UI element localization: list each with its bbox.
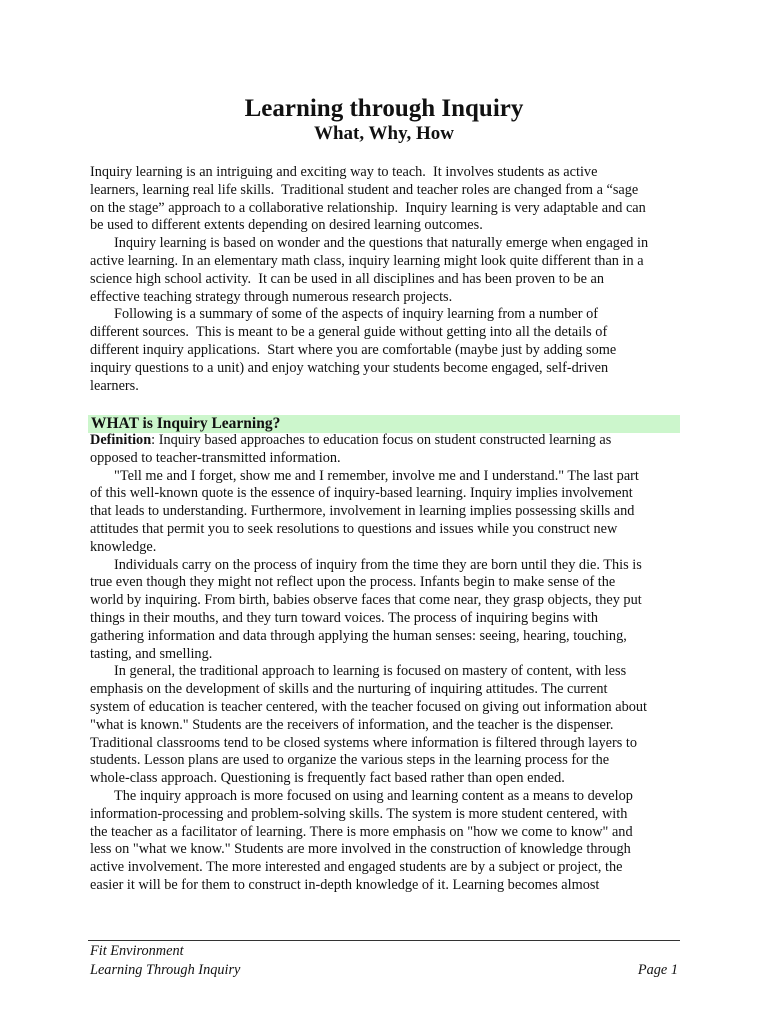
intro-line: be used to different extents depending on desired learning outcomes. — [90, 217, 483, 234]
body-line: of this well-known quote is the essence of inquiry-based learning. Inquiry implies involvement — [90, 485, 633, 502]
body-line: The inquiry approach is more focused on using and learning content as a means to develop — [114, 787, 633, 804]
body-line: attitudes that permit you to seek resolutions to questions and issues while you construct new — [90, 520, 618, 537]
body-line: "what is known." Students are the receivers of information, and the teacher is the dispenser. — [90, 716, 614, 733]
body-line: system of education is teacher centered, with the teacher focused on giving out information about — [90, 698, 647, 715]
body-line: that leads to understanding. Furthermore, involvement in learning implies possessing skills and — [90, 503, 635, 520]
intro-line: science high school activity. It can be used in all disciplines and has been proven to be an — [90, 270, 605, 287]
intro-line: Inquiry learning is an intriguing and exciting way to teach. It involves students as active — [90, 164, 598, 180]
body-line: the teacher as a facilitator of learning. There is more emphasis on "how we come to know" and — [90, 823, 633, 840]
intro-line: different inquiry applications. Start where you are comfortable (maybe just by adding some — [90, 341, 617, 358]
body-line: gathering information and data through applying the human senses: seeing, hearing, touching, — [90, 627, 627, 644]
footer-divider — [88, 940, 680, 941]
body-line: things in their mouths, and they turn toward voices. The process of inquiring begins with — [90, 609, 598, 626]
page-subtitle: What, Why, How — [313, 123, 455, 144]
body-line: information-processing and problem-solving skills. The system is more student centered, with — [90, 805, 628, 822]
body-line: emphasis on the development of skills and the nurturing of inquiring attitudes. The current — [90, 681, 608, 698]
intro-line: active learning. In an elementary math class, inquiry learning might look quite different than in a — [90, 252, 644, 269]
footer-page-number: Page 1 — [637, 962, 678, 978]
definition-label: Definition — [90, 432, 152, 448]
body-line: world by inquiring. From birth, babies observe faces that come near, they grasp objects, they put — [90, 592, 642, 609]
body-line: whole-class approach. Questioning is frequently fact based rather than open ended. — [90, 770, 565, 787]
body-line: "Tell me and I forget, show me and I remember, involve me and I understand." The last part — [114, 467, 639, 484]
intro-line: inquiry questions to a unit) and enjoy watching your students become engaged, self-driven — [90, 359, 609, 376]
intro-line: learners. — [90, 377, 139, 394]
body-line: easier it will be for them to construct in-depth knowledge of it. Learning becomes almost — [90, 876, 600, 893]
body-line: tasting, and smelling. — [90, 645, 213, 662]
footer-org: Fit Environment — [90, 943, 184, 959]
page-title: Learning through Inquiry — [244, 95, 524, 122]
section-body — [90, 432, 690, 895]
body-line: active involvement. The more interested and engaged students are by a subject or project, the — [90, 859, 623, 876]
section-heading: WHAT is Inquiry Learning? — [91, 415, 281, 432]
body-line: less on "what we know." Students are more involved in the construction of knowledge through — [90, 841, 631, 858]
body-line: In general, the traditional approach to learning is focused on mastery of content, with less — [114, 663, 627, 680]
intro-line: effective teaching strategy through numerous research projects. — [90, 288, 453, 305]
intro-text — [90, 164, 690, 395]
body-line: Traditional classrooms tend to be closed systems where information is filtered through layers to — [90, 734, 638, 751]
body-line: knowledge. — [90, 538, 157, 555]
intro-line: different sources. This is meant to be a general guide without getting into all the details of — [90, 324, 608, 341]
body-line: Individuals carry on the process of inquiry from the time they are born until they die. This is — [114, 556, 642, 573]
intro-line: on the stage” approach to a collaborative relationship. Inquiry learning is very adaptable and can — [90, 199, 646, 216]
body-line: opposed to teacher-transmitted information. — [90, 449, 341, 466]
intro-line: Following is a summary of some of the aspects of inquiry learning from a number of — [114, 306, 599, 323]
footer-doc-title: Learning Through Inquiry — [90, 962, 241, 978]
body-line — [90, 432, 690, 450]
definition-text: : Inquiry based approaches to education focus on student constructed learning as — [151, 432, 612, 448]
intro-line: Inquiry learning is based on wonder and the questions that naturally emerge when engaged in — [114, 235, 649, 252]
body-line: true even though they might not reflect upon the process. Infants begin to make sense of the — [90, 574, 616, 591]
body-line: students. Lesson plans are used to organize the various steps in the learning process for the — [90, 752, 610, 769]
intro-line: learners, learning real life skills. Traditional student and teacher roles are changed from a “sage — [90, 181, 639, 198]
